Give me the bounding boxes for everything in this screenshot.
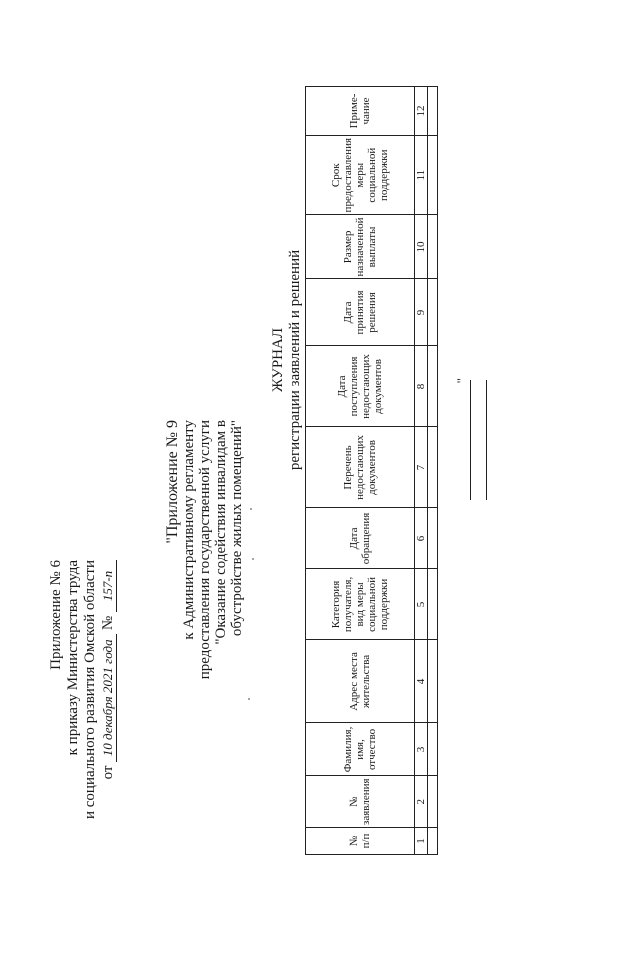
column-header: Категория получателя, вид меры социальной поддержки xyxy=(306,569,415,640)
number-label: № xyxy=(100,615,116,631)
column-header: Размер назначенной выплаты xyxy=(306,215,415,279)
regulation-annex-header xyxy=(165,420,245,840)
table-header-row xyxy=(306,86,415,854)
column-number: 11 xyxy=(415,135,428,214)
column-number: 7 xyxy=(415,427,428,508)
column-number: 9 xyxy=(415,279,428,346)
scan-speck xyxy=(250,508,252,510)
divider-line xyxy=(486,380,487,500)
annex9-line: обустройстве жилых помещений" xyxy=(229,420,245,637)
column-number: 6 xyxy=(415,508,428,569)
journal-title: ЖУРНАЛ xyxy=(270,327,286,393)
column-header: № заявления xyxy=(306,776,415,828)
from-prefix: от xyxy=(100,765,116,780)
closing-quote: " xyxy=(454,378,469,384)
column-number: 2 xyxy=(415,776,428,828)
table-number-row xyxy=(415,86,428,854)
journal-heading xyxy=(270,190,304,530)
handwritten-number: 157-п xyxy=(99,560,117,612)
annex9-title: "Приложение № 9 xyxy=(164,420,181,544)
scan-speck xyxy=(248,698,250,700)
annex-line: и социального развития Омской области xyxy=(82,560,98,820)
annex-number: Приложение № 6 xyxy=(48,560,64,670)
column-number: 12 xyxy=(415,86,428,135)
column-header: Приме-чание xyxy=(306,86,415,135)
divider-line xyxy=(470,380,471,500)
order-date-line xyxy=(99,560,117,980)
column-header: Срок предоставления меры социальной поддержки xyxy=(306,135,415,214)
journal-subtitle: регистрации заявлений и решений xyxy=(287,249,303,471)
column-header: Дата поступления недостающих документов xyxy=(306,346,415,427)
order-annex-header xyxy=(48,560,117,980)
column-header: Дата обращения xyxy=(306,508,415,569)
column-number: 3 xyxy=(415,723,428,776)
column-number: 4 xyxy=(415,640,428,723)
annex9-line: предоставления государственной услуги xyxy=(197,420,213,680)
table-empty-row xyxy=(428,86,438,854)
annex-line: к приказу Министерства труда xyxy=(65,560,81,756)
registration-table xyxy=(305,86,438,855)
column-number: 5 xyxy=(415,569,428,640)
annex9-line: "Оказание содействия инвалидам в xyxy=(213,420,229,645)
column-header: Фамилия, имя, отчество xyxy=(306,723,415,776)
column-header: Адрес места жительства xyxy=(306,640,415,723)
column-header: Перечень недостающих документов xyxy=(306,427,415,508)
annex9-line: к Административному регламенту xyxy=(181,420,197,640)
column-number: 1 xyxy=(415,828,428,855)
scan-speck xyxy=(252,558,254,560)
column-number: 10 xyxy=(415,215,428,279)
handwritten-date: 10 декабря 2021 года xyxy=(99,634,117,762)
column-number: 8 xyxy=(415,346,428,427)
column-header: № п/п xyxy=(306,828,415,855)
column-header: Дата принятия решения xyxy=(306,279,415,346)
closing-lines xyxy=(454,378,502,500)
